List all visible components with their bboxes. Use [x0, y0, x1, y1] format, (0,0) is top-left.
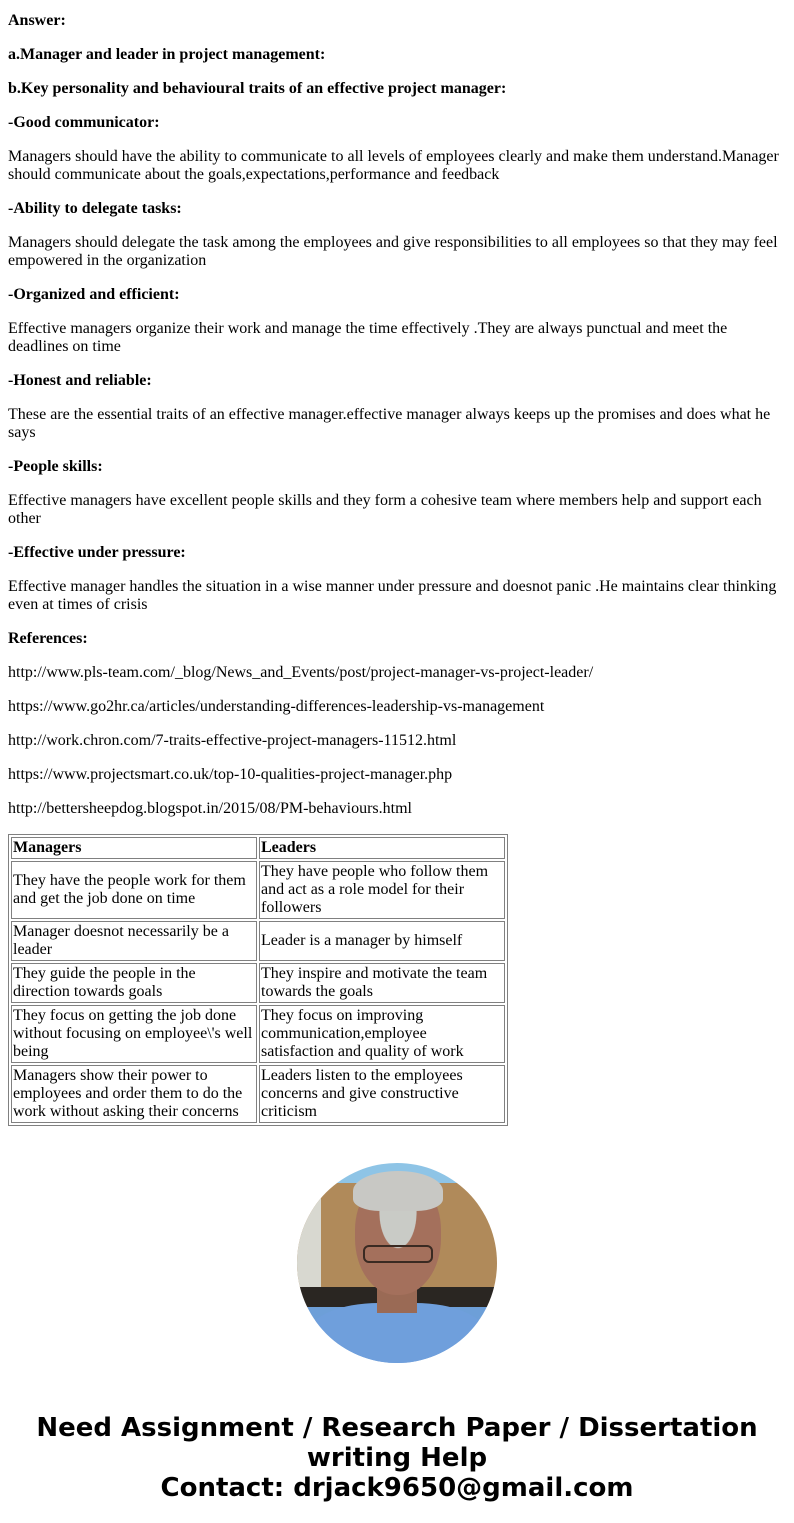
table-cell: They guide the people in the direction towards goals — [11, 963, 257, 1003]
photo-background-wall — [297, 1183, 321, 1287]
table-cell: Managers show their power to employees and order them to do the work without asking their concerns — [11, 1065, 257, 1123]
column-header: Managers — [11, 837, 257, 859]
table-header-row — [11, 837, 505, 859]
author-photo-container — [8, 1163, 786, 1363]
trait-heading: -Honest and reliable: — [8, 372, 152, 389]
reference-item: http://www.pls-team.com/_blog/News_and_Events/post/project-manager-vs-project-leader/ — [8, 664, 594, 681]
author-photo — [297, 1163, 497, 1363]
trait-text: Effective managers have excellent people skills and they form a cohesive team where members help and support each other — [8, 492, 762, 527]
trait-text: Managers should delegate the task among the employees and give responsibilities to all employees so that they may feel empowered in the organization — [8, 234, 778, 269]
trait-heading: -Organized and efficient: — [8, 286, 180, 303]
trait-text: Effective manager handles the situation in a wise manner under pressure and doesnot panic .He maintains clear thinking even at times of crisis — [8, 578, 777, 613]
promo-banner — [8, 1413, 786, 1503]
table-row — [11, 921, 505, 961]
trait-text: Effective managers organize their work and manage the time effectively .They are always punctual and meet the deadlines on time — [8, 320, 728, 355]
promo-contact: Contact: drjack9650@gmail.com — [160, 1473, 634, 1503]
photo-glasses — [363, 1245, 433, 1263]
table-row — [11, 1005, 505, 1063]
promo-headline: Need Assignment / Research Paper / Dissertation writing Help — [36, 1413, 758, 1473]
part-b-heading: b.Key personality and behavioural traits of an effective project manager: — [8, 80, 507, 97]
table-row — [11, 1065, 505, 1123]
photo-hair — [353, 1171, 443, 1211]
table-row — [11, 861, 505, 919]
reference-item: https://www.go2hr.ca/articles/understanding-differences-leadership-vs-management — [8, 698, 545, 715]
reference-item: https://www.projectsmart.co.uk/top-10-qualities-project-manager.php — [8, 766, 453, 783]
reference-item: http://work.chron.com/7-traits-effective-project-managers-11512.html — [8, 732, 457, 749]
references-heading: References: — [8, 630, 88, 647]
managers-vs-leaders-table — [8, 834, 508, 1126]
trait-heading: -Good communicator: — [8, 114, 160, 131]
trait-heading: -Effective under pressure: — [8, 544, 186, 561]
table-cell: They have people who follow them and act as a role model for their followers — [259, 861, 505, 919]
table-cell: They inspire and motivate the team towards the goals — [259, 963, 505, 1003]
table-cell: Leader is a manager by himself — [259, 921, 505, 961]
trait-text: Managers should have the ability to communicate to all levels of employees clearly and make them understand.Manager should communicate about the goals,expectations,performance and feedback — [8, 148, 779, 183]
table-cell: They focus on improving communication,employee satisfaction and quality of work — [259, 1005, 505, 1063]
trait-text: These are the essential traits of an effective manager.effective manager always keeps up the promises and does what he says — [8, 406, 771, 441]
trait-heading: -Ability to delegate tasks: — [8, 200, 182, 217]
table-cell: They have the people work for them and get the job done on time — [11, 861, 257, 919]
answer-label: Answer: — [8, 12, 66, 29]
table-cell: Manager doesnot necessarily be a leader — [11, 921, 257, 961]
traits-section — [8, 114, 786, 614]
table-cell: They focus on getting the job done without focusing on employee\'s well being — [11, 1005, 257, 1063]
table-cell: Leaders listen to the employees concerns and give constructive criticism — [259, 1065, 505, 1123]
part-a-heading: a.Manager and leader in project management: — [8, 46, 326, 63]
table-row — [11, 963, 505, 1003]
trait-heading: -People skills: — [8, 458, 103, 475]
column-header: Leaders — [259, 837, 505, 859]
reference-item: http://bettersheepdog.blogspot.in/2015/08/PM-behaviours.html — [8, 800, 412, 817]
